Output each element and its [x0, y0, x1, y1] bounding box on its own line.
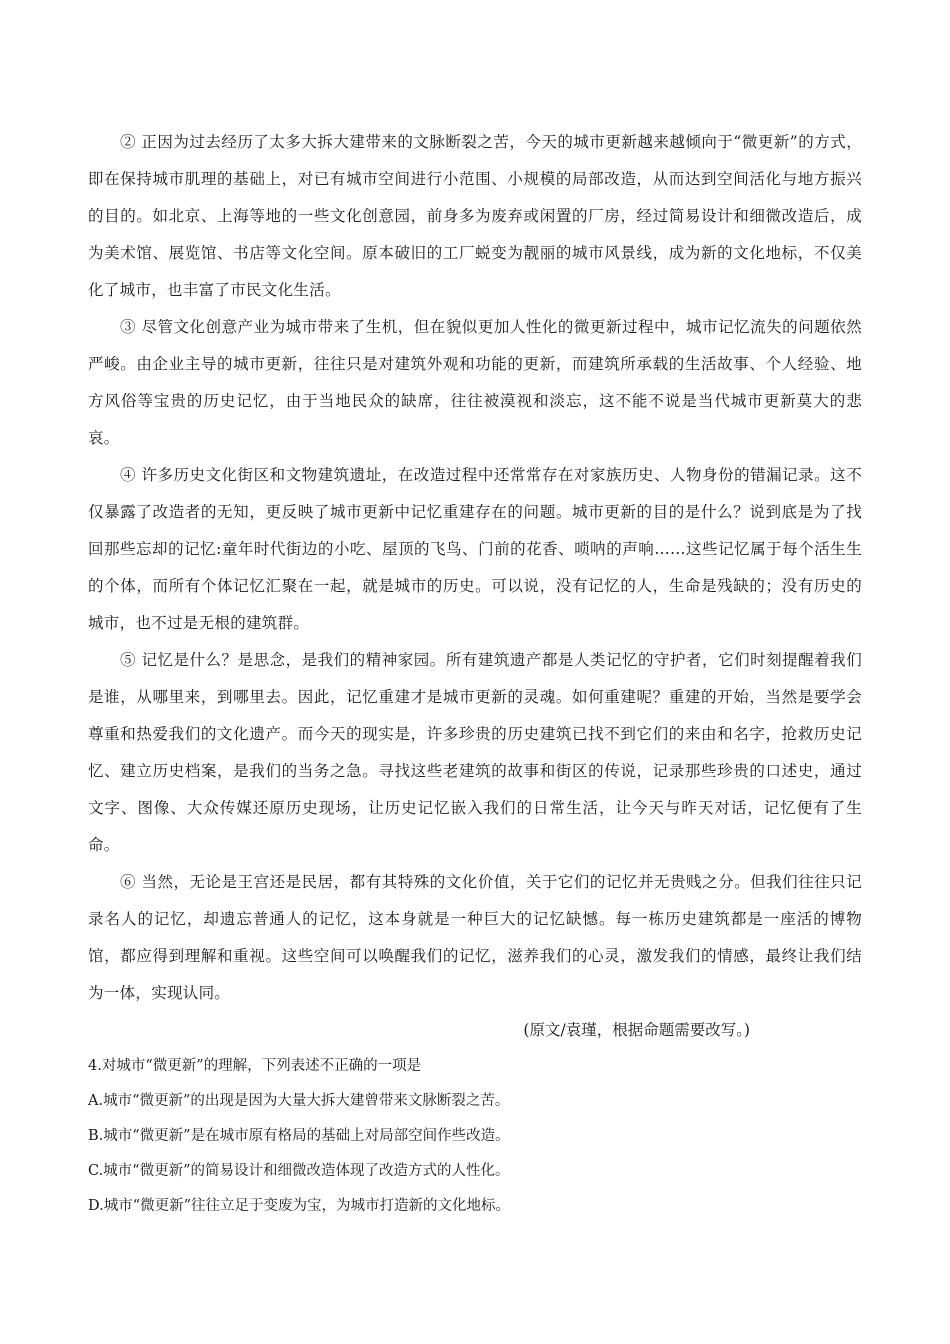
- paragraph-4: ④ 许多历史文化街区和文物建筑遗址，在改造过程中还常常存在对家族历史、人物身份的错漏记录。这不仅暴露了改造者的无知，更反映了城市更新中记忆重建存在的问题。城市更新的目的是什么？说到底是为了找回那些忘却的记忆:童年时代街边的小吃、屋顶的飞鸟、门前的花香、唢呐的声响……这些记忆属于每个活生生的个体，而所有个体记忆汇聚在一起，就是城市的历史。可以说，没有记忆的人，生命是残缺的；没有历史的城市，也不过是无根的建筑群。: [88, 466, 862, 632]
- source-attribution: (原文/袁瑾，根据命题需要改写。): [523, 1021, 750, 1039]
- option-d: D.城市“微更新”往往立足于变废为宝，为城市打造新的文化地标。: [88, 1198, 511, 1214]
- option-a: A.城市“微更新”的出现是因为大量大拆大建曾带来文脉断裂之苦。: [88, 1093, 510, 1109]
- article-body: [88, 124, 862, 1049]
- paragraph-2: ② 正因为过去经历了太多大拆大建带来的文脉断裂之苦，今天的城市更新越来越倾向于“微更新”的方式，即在保持城市肌理的基础上，对已有城市空间进行小范围、小规模的局部改造，从而达到空间活化与地方振兴的目的。如北京、上海等地的一些文化创意园，前身多为废弃或闲置的厂房，经过简易设计和细微改造后，成为美术馆、展览馆、书店等文化空间。原本破旧的工厂蜕变为靓丽的城市风景线，成为新的文化地标，不仅美化了城市，也丰富了市民文化生活。: [88, 133, 862, 299]
- question-stem: 4.对城市“微更新”的理解，下列表述不正确的一项是: [88, 1058, 422, 1074]
- option-c: C.城市“微更新”的简易设计和细微改造体现了改造方式的人性化。: [88, 1163, 510, 1179]
- paragraph-3: ③ 尽管文化创意产业为城市带来了生机，但在貌似更加人性化的微更新过程中，城市记忆流失的问题依然严峻。由企业主导的城市更新，往往只是对建筑外观和功能的更新，而建筑所承载的生活故事、个人经验、地方风俗等宝贵的历史记忆，由于当地民众的缺席，往往被漠视和淡忘，这不能不说是当代城市更新莫大的悲哀。: [88, 318, 862, 447]
- paragraph-5: ⑤ 记忆是什么？是思念，是我们的精神家园。所有建筑遗产都是人类记忆的守护者，它们时刻提醒着我们是谁，从哪里来，到哪里去。因此，记忆重建才是城市更新的灵魂。如何重建呢？重建的开始，当然是要学会尊重和热爱我们的文化遗产。而今天的现实是，许多珍贵的历史建筑已找不到它们的来由和名字，抢救历史记忆、建立历史档案，是我们的当务之急。寻找这些老建筑的故事和街区的传说，记录那些珍贵的口述史，通过文字、图像、大众传媒还原历史现场，让历史记忆嵌入我们的日常生活，让今天与昨天对话，记忆便有了生命。: [88, 651, 862, 854]
- question-block: [88, 1049, 862, 1224]
- option-b: B.城市“微更新”是在城市原有格局的基础上对局部空间作些改造。: [88, 1128, 510, 1144]
- paragraph-6: ⑥ 当然，无论是王宫还是民居，都有其特殊的文化价值，关于它们的记忆并无贵贱之分。但我们往往只记录名人的记忆，却遗忘普通人的记忆，这本身就是一种巨大的记忆缺憾。每一栋历史建筑都是一座活的博物馆，都应得到理解和重视。这些空间可以唤醒我们的记忆，滋养我们的心灵，激发我们的情感，最终让我们结为一体，实现认同。: [88, 873, 862, 1002]
